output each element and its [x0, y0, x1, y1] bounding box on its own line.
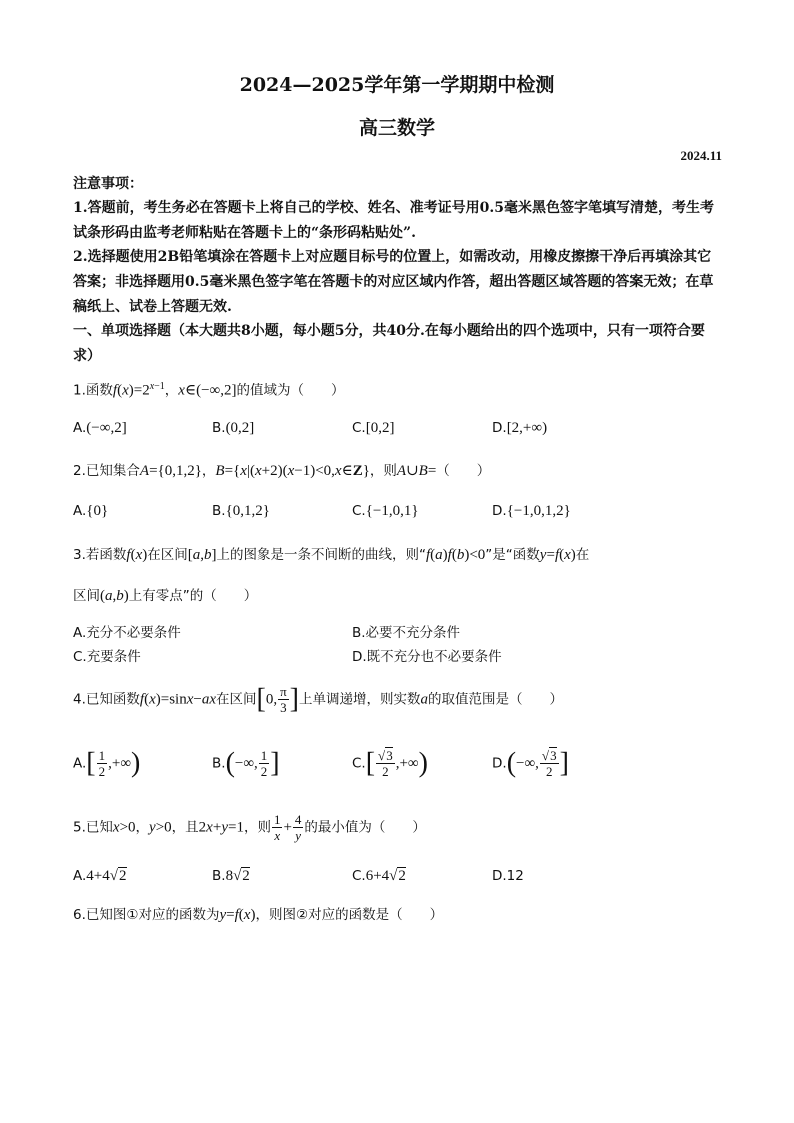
- option-c: C.{−1,0,1}: [352, 503, 419, 519]
- question-4-options: [73, 747, 721, 779]
- question-2: 2.已知集合A={0,1,2}，B={x|(x+2)(x−1)<0,x∈Z}，则A∪B=（ ）: [73, 463, 491, 479]
- option-a: A.(−∞,2]: [73, 420, 127, 436]
- option-d: D.{−1,0,1,2}: [492, 503, 571, 519]
- subject-title: 高三数学: [358, 117, 435, 139]
- question-3-line-2: 区间(a,b)上有零点”的（ ）: [73, 588, 258, 604]
- option-c: C.[ $\frac{√3}{2}$ ,+∞): [352, 747, 428, 779]
- question-1-options: [73, 420, 721, 442]
- option-b: B.(−∞, $\frac{1}{2}$ ]: [212, 747, 280, 779]
- option-b: B.(0,2]: [212, 420, 255, 436]
- question-6: 6.已知图①对应的函数为y=f(x)，则图②对应的函数是（ ）: [73, 907, 444, 923]
- exam-date: 2024.11: [680, 148, 722, 163]
- option-a: A.4+4√2: [73, 868, 127, 884]
- option-d: D.既不充分也不必要条件: [352, 649, 502, 665]
- option-d: D.(−∞, $\frac{√3}{2}$ ]: [492, 747, 569, 779]
- option-b: B.必要不充分条件: [352, 625, 461, 641]
- option-c: C.[0,2]: [352, 420, 395, 436]
- option-d: D.[2,+∞): [492, 420, 548, 436]
- question-3-line-1: 3.若函数f(x)在区间[a,b]上的图象是一条不间断的曲线，则“f(a)f(b)<0”是“函数y=f(x)在: [73, 547, 590, 563]
- exam-title: 2024—2025学年第一学期期中检测: [239, 74, 555, 96]
- section-heading: 一、单项选择题（本大题共8小题，每小题5分，共40分.在每小题给出的四个选项中，只有一项符合要求）: [73, 323, 705, 364]
- option-b: B.{0,1,2}: [212, 503, 270, 519]
- option-d: D.12: [492, 868, 524, 884]
- question-1: 1.函数$f(x)=2^{x-1}$，x∈(−∞,2]的值域为（ ）: [73, 381, 345, 399]
- option-a: A.{0}: [73, 503, 109, 519]
- notice-heading: 注意事项：: [73, 176, 143, 192]
- question-2-options: [73, 503, 721, 525]
- option-c: C.充要条件: [73, 649, 141, 665]
- option-a: A.[ $\frac{1}{2}$ ,+∞): [73, 747, 141, 779]
- question-5-options: [73, 868, 721, 890]
- option-b: B.8√2: [212, 868, 250, 884]
- question-3-options-row-1: [73, 621, 721, 643]
- option-c: C.6+4√2: [352, 868, 406, 884]
- question-4: 4.已知函数f(x)=sinx−ax在区间[0, $\frac{\pi}{3}$ ]上单调递增，则实数a的取值范围是（ ）: [73, 683, 563, 715]
- question-5: 5.已知x>0，y>0，且2x+y=1，则 $\frac{1}{x}$ + $\frac{4}{y}$ 的最小值为（ ）: [73, 812, 426, 843]
- notice-item-2: 2.选择题使用2B铅笔填涂在答题卡上对应题目标号的位置上，如需改动，用橡皮擦擦干净后再填涂其它答案；非选择题用0.5毫米黑色签字笔在答题卡的对应区域内作答，超出答题区域答题的答案无效；在草稿纸上、试卷上答题无效.: [73, 249, 714, 315]
- question-3-options-row-2: [73, 645, 721, 667]
- option-a: A.充分不必要条件: [73, 625, 181, 641]
- notice-item-1: 1.答题前，考生务必在答题卡上将自己的学校、姓名、准考证号用0.5毫米黑色签字笔填写清楚，考生考试条形码由监考老师粘贴在答题卡上的“条形码粘贴处”.: [73, 200, 714, 241]
